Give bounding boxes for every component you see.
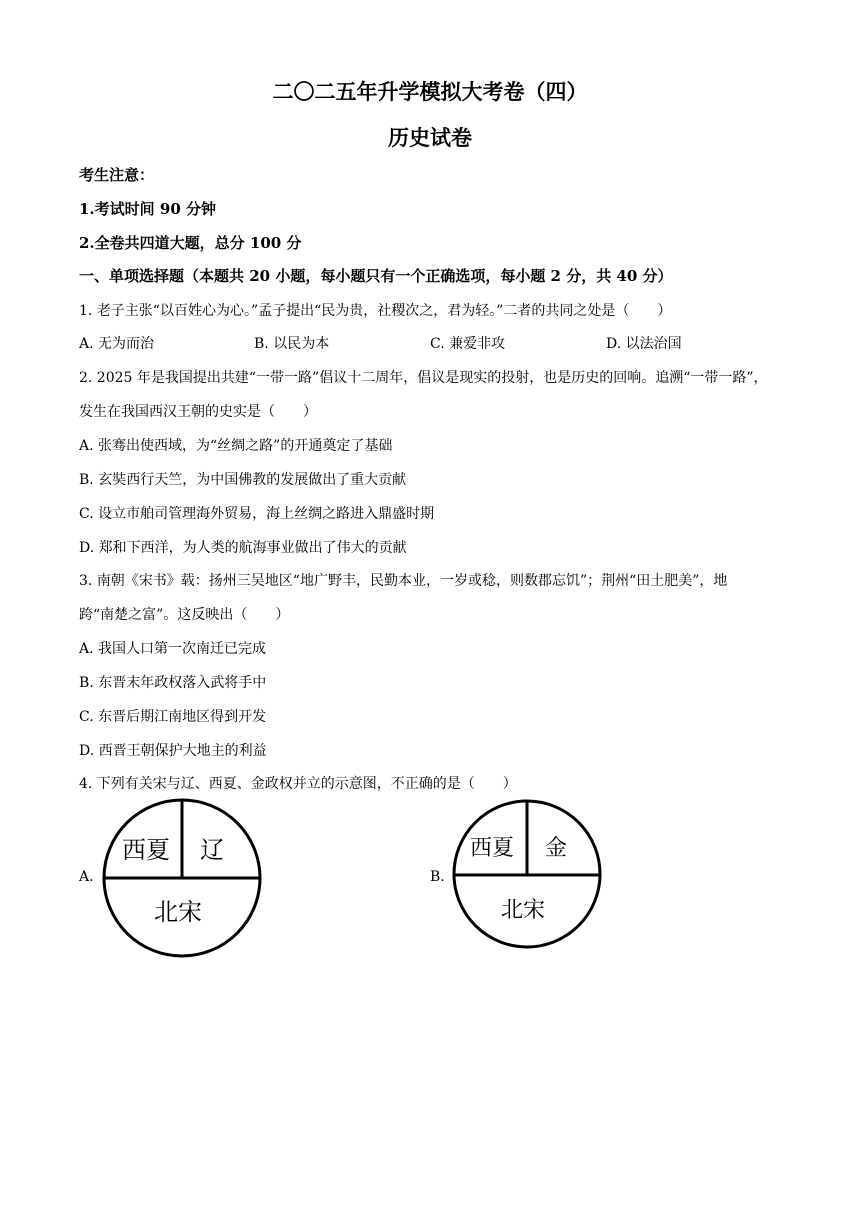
question-1-option-b: B. 以民为本 [254,336,330,352]
question-1-option-a: A. 无为而治 [79,336,155,352]
question-1-option-d: D. 以法治国 [606,336,682,352]
diagram-a [100,796,264,964]
question-1-stem: 1. 老子主张“以百姓心为心。”孟子提出“民为贵，社稷次之，君为轻。”二者的共同之处是（ ） [79,303,672,319]
exam-subtitle: 历史试卷 [388,125,472,150]
question-3-option-a: A. 我国人口第一次南迁已完成 [79,641,267,657]
question-3-option-c: C. 东晋后期江南地区得到开发 [79,709,267,725]
question-4-stem: 4. 下列有关宋与辽、西夏、金政权并立的示意图，不正确的是（ ） [79,776,517,792]
diagram-b-letter: B. [430,869,445,885]
question-2-option-a: A. 张骞出使西域，为“丝绸之路”的开通奠定了基础 [79,438,393,454]
question-2-stem-line2: 发生在我国西汉王朝的史实是（ ） [79,404,317,420]
diagram-b-top-left-label: 西夏 [469,836,515,861]
section-heading: 一、单项选择题（本题共 20 小题，每小题只有一个正确选项，每小题 2 分，共 40 分） [79,267,673,285]
question-2-stem-line1: 2. 2025 年是我国提出共建“一带一路”倡议十二周年，倡议是现实的投射，也是历史的回响。追溯“一带一路”， [79,370,768,386]
question-3-stem-line2: 跨“南楚之富”。这反映出（ ） [79,607,290,623]
question-2-option-d: D. 郑和下西洋，为人类的航海事业做出了伟大的贡献 [79,540,407,556]
notice-heading: 考生注意： [79,166,155,184]
notice-item-time: 1.考试时间 90 分钟 [79,200,216,218]
question-1-option-c: C. 兼爱非攻 [430,336,506,352]
exam-title: 二〇二五年升学模拟大考卷（四） [272,79,588,104]
diagram-b-bottom-label: 北宋 [500,898,546,923]
diagram-b [450,797,604,955]
notice-item-score: 2.全卷共四道大题，总分 100 分 [79,234,302,252]
diagram-a-bottom-label: 北宋 [154,898,202,926]
diagram-a-top-right-label: 辽 [200,836,224,864]
question-2-option-b: B. 玄奘西行天竺，为中国佛教的发展做出了重大贡献 [79,472,407,488]
diagram-a-letter: A. [79,869,94,885]
question-3-option-d: D. 西晋王朝保护大地主的利益 [79,743,267,759]
question-3-stem-line1: 3. 南朝《宋书》载：扬州三吴地区“地广野丰，民勤本业，一岁或稔，则数郡忘饥”；荆州“田土肥美”，地 [79,573,728,589]
question-2-option-c: C. 设立市舶司管理海外贸易，海上丝绸之路进入鼎盛时期 [79,506,435,522]
diagram-b-top-right-label: 金 [544,836,568,861]
diagram-a-top-left-label: 西夏 [122,836,170,864]
question-3-option-b: B. 东晋末年政权落入武将手中 [79,675,267,691]
